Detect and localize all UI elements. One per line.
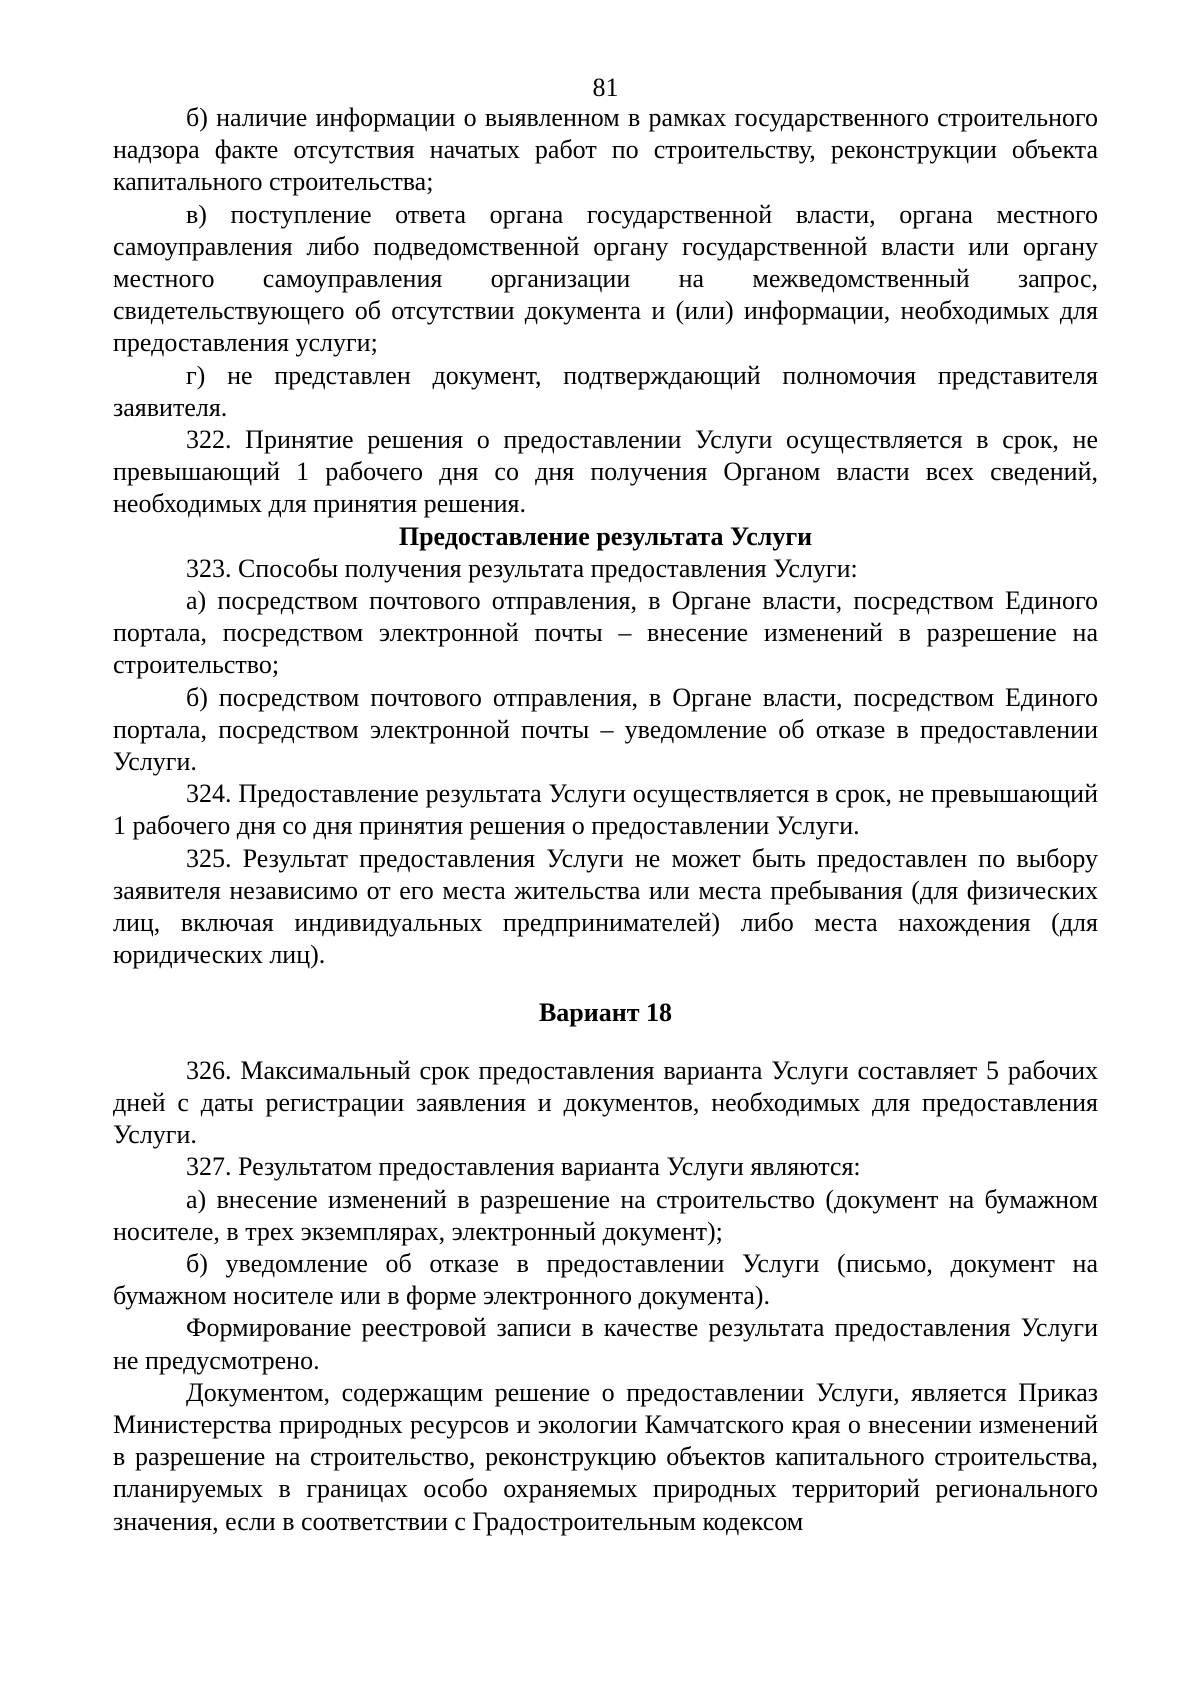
paragraph-325: 325. Результат предоставления Услуги не может быть предоставлен по выбору заявителя независимо от его места жительства или места пребывания (для физических лиц, включая индивидуальных предпринимателей) либо места нахождения (для юридических лиц). [113, 843, 1098, 970]
section-heading-result: Предоставление результата Услуги [398, 521, 813, 551]
paragraph-327: 327. Результатом предоставления варианта Услуги являются: [186, 1152, 861, 1182]
paragraph-decision-document: Документом, содержащим решение о предоставлении Услуги, является Приказ Министерства природных ресурсов и экологии Камчатского края о внесении изменений в разрешение на строительство, реконструкцию объектов капитального строительства, планируемых в границах особо охраняемых природных территорий регионального значения, если в соответствии с Градостроительным кодексом [113, 1377, 1098, 1536]
paragraph-323: 323. Способы получения результата предоставления Услуги: [186, 553, 858, 583]
paragraph-registry-record: Формирование реестровой записи в качестве результата предоставления Услуги не предусмотрено. [113, 1313, 1098, 1375]
paragraph-327-b: б) уведомление об отказе в предоставлении Услуги (письмо, документ на бумажном носителе или в форме электронного документа). [113, 1248, 1098, 1311]
paragraph-323-b: б) посредством почтового отправления, в Органе власти, посредством Единого портала, посредством электронной почты – уведомление об отказе в предоставлении Услуги. [113, 682, 1098, 777]
section-heading-variant: Вариант 18 [538, 998, 673, 1028]
paragraph-323-a: а) посредством почтового отправления, в Органе власти, посредством Единого портала, посредством электронной почты – внесение изменений в разрешение на строительство; [113, 586, 1098, 680]
paragraph-v-interagency-response: в) поступление ответа органа государственной власти, органа местного самоуправления либо подведомственной органу государственной власти или органу местного самоуправления организации на межведомственный запрос, свидетельствующего об отсутствии документа и (или) информации, необходимых для предоставления услуги; [113, 199, 1098, 358]
paragraph-b-no-work-started: б) наличие информации о выявленном в рамках государственного строительного надзора факте отсутствия начатых работ по строительству, реконструкции объекта капитального строительства; [113, 103, 1098, 197]
paragraph-g-no-authority-document: г) не представлен документ, подтверждающий полномочия представителя заявителя. [113, 360, 1098, 422]
paragraph-322: 322. Принятие решения о предоставлении Услуги осуществляется в срок, не превышающий 1 рабочего дня со дня получения Органом власти всех сведений, необходимых для принятия решения. [113, 425, 1098, 519]
paragraph-327-a: а) внесение изменений в разрешение на строительство (документ на бумажном носителе, в трех экземплярах, электронный документ); [113, 1184, 1098, 1246]
paragraph-326: 326. Максимальный срок предоставления варианта Услуги составляет 5 рабочих дней с даты регистрации заявления и документов, необходимых для предоставления Услуги. [113, 1055, 1098, 1150]
page-number: 81 [592, 73, 619, 102]
paragraph-324: 324. Предоставление результата Услуги осуществляется в срок, не превышающий 1 рабочего дня со дня принятия решения о предоставлении Услуги. [113, 779, 1098, 841]
